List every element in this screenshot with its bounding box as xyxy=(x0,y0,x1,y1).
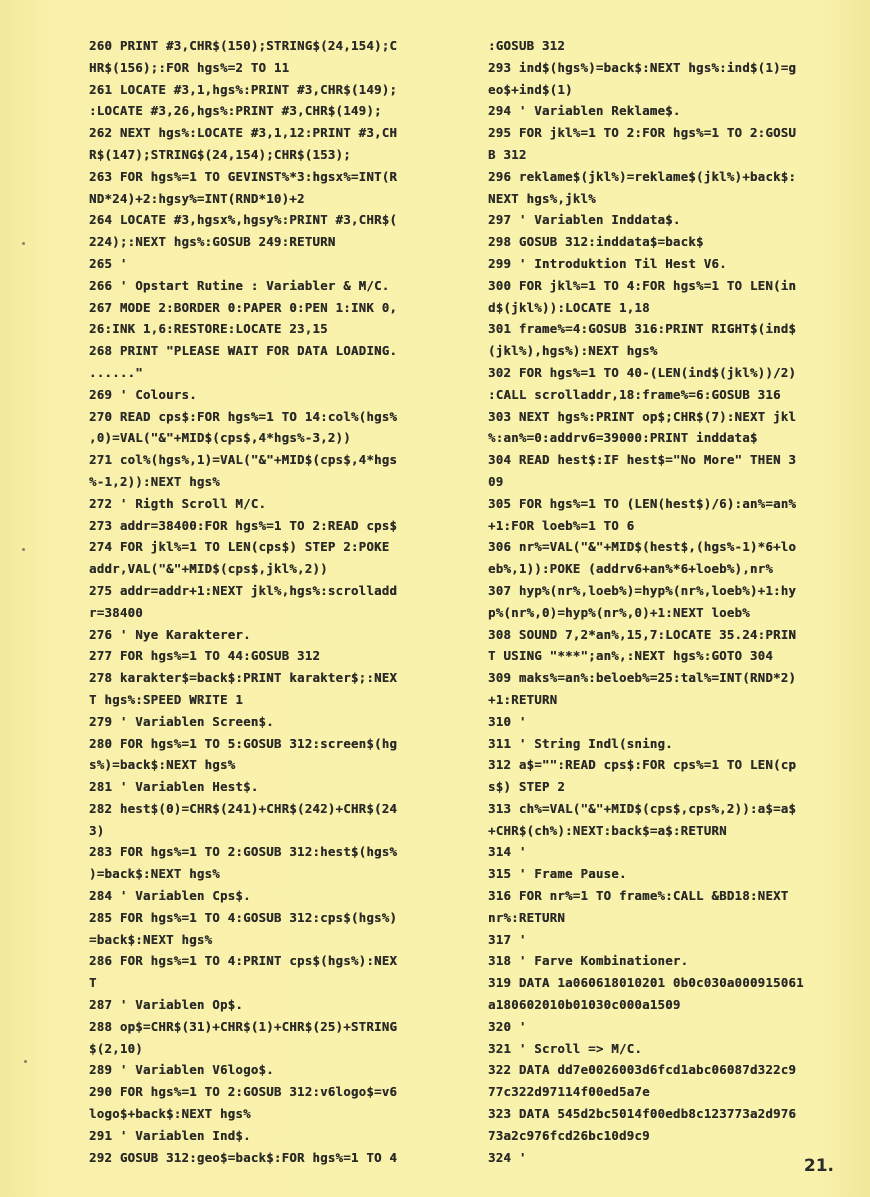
code-line: 261 LOCATE #3,1,hgs%:PRINT #3,CHR$(149); xyxy=(89,82,398,97)
code-line: 318 ' Farve Kombinationer. xyxy=(488,954,689,969)
code-line: 321 ' Scroll => M/C. xyxy=(488,1041,643,1056)
code-line: 297 ' Variablen Inddata$. xyxy=(488,213,681,228)
code-line: addr,VAL("&"+MID$(cps$,jkl%,2)) xyxy=(89,562,328,577)
code-line: 307 hyp%(nr%,loeb%)=hyp%(nr%,loeb%)+1:hy xyxy=(488,583,797,598)
code-line: 224);:NEXT hgs%:GOSUB 249:RETURN xyxy=(89,235,336,250)
code-line: 314 ' xyxy=(488,845,527,860)
code-line: 319 DATA 1a060618010201 0b0c030a000915061 xyxy=(488,976,804,991)
code-line: 289 ' Variablen V6logo$. xyxy=(89,1063,274,1078)
code-line: ......" xyxy=(89,365,143,380)
code-line: 316 FOR nr%=1 TO frame%:CALL &BD18:NEXT xyxy=(488,889,789,904)
code-line: B 312 xyxy=(488,147,527,162)
code-line: 287 ' Variablen Op$. xyxy=(89,998,244,1013)
code-line: 281 ' Variablen Hest$. xyxy=(89,780,259,795)
code-line: 288 op$=CHR$(31)+CHR$(1)+CHR$(25)+STRING xyxy=(89,1019,398,1034)
code-line: 272 ' Rigth Scroll M/C. xyxy=(89,496,267,511)
code-line: 300 FOR jkl%=1 TO 4:FOR hgs%=1 TO LEN(in xyxy=(488,278,797,293)
code-line: s%)=back$:NEXT hgs% xyxy=(89,758,236,773)
code-line: 295 FOR jkl%=1 TO 2:FOR hgs%=1 TO 2:GOSU xyxy=(488,126,797,141)
code-line: :GOSUB 312 xyxy=(488,39,566,53)
code-line: 291 ' Variablen Ind$. xyxy=(89,1128,251,1143)
code-line: 26:INK 1,6:RESTORE:LOCATE 23,15 xyxy=(89,322,328,337)
code-line: 3) xyxy=(89,823,105,838)
code-line: eo$+ind$(1) xyxy=(488,82,573,97)
code-line: 279 ' Variablen Screen$. xyxy=(89,714,274,729)
code-line: 308 SOUND 7,2*an%,15,7:LOCATE 35.24:PRIN xyxy=(488,627,797,642)
code-line: HR$(156);:FOR hgs%=2 TO 11 xyxy=(89,60,290,75)
code-line: 267 MODE 2:BORDER 0:PAPER 0:PEN 1:INK 0, xyxy=(89,300,398,315)
code-line: 273 addr=38400:FOR hgs%=1 TO 2:READ cps$ xyxy=(89,518,398,533)
code-line: 271 col%(hgs%,1)=VAL("&"+MID$(cps$,4*hgs xyxy=(89,453,398,468)
code-line: 268 PRINT "PLEASE WAIT FOR DATA LOADING. xyxy=(89,344,398,359)
code-line: 274 FOR jkl%=1 TO LEN(cps$) STEP 2:POKE xyxy=(89,540,390,555)
code-line: 293 ind$(hgs%)=back$:NEXT hgs%:ind$(1)=g xyxy=(488,60,797,75)
page-number: 21. xyxy=(803,1156,834,1176)
code-line: 263 FOR hgs%=1 TO GEVINST%*3:hgsx%=INT(R xyxy=(89,169,398,184)
code-line: T hgs%:SPEED WRITE 1 xyxy=(89,692,244,707)
code-line: 305 FOR hgs%=1 TO (LEN(hest$)/6):an%=an% xyxy=(488,496,797,511)
code-line: 296 reklame$(jkl%)=reklame$(jkl%)+back$: xyxy=(488,169,797,184)
code-line: 304 READ hest$:IF hest$="No More" THEN 3 xyxy=(488,453,797,468)
code-line: 270 READ cps$:FOR hgs%=1 TO 14:col%(hgs% xyxy=(89,409,398,424)
code-line: 313 ch%=VAL("&"+MID$(cps$,cps%,2)):a$=a$ xyxy=(488,801,797,816)
code-line: logo$+back$:NEXT hgs% xyxy=(89,1107,251,1122)
paper-speck xyxy=(22,548,25,551)
code-line: 312 a$="":READ cps$:FOR cps%=1 TO LEN(cp xyxy=(488,758,797,773)
code-line: nr%:RETURN xyxy=(488,910,566,925)
code-line: %:an%=0:addrv6=39000:PRINT inddata$ xyxy=(488,431,758,446)
code-line: +1:FOR loeb%=1 TO 6 xyxy=(488,518,635,533)
code-line: :CALL scrolladdr,18:frame%=6:GOSUB 316 xyxy=(488,387,781,402)
code-line: eb%,1)):POKE (addrv6+an%*6+loeb%),nr% xyxy=(488,562,774,577)
code-line: $(2,10) xyxy=(89,1041,143,1056)
code-line: %-1,2)):NEXT hgs% xyxy=(89,474,220,489)
code-line: 290 FOR hgs%=1 TO 2:GOSUB 312:v6logo$=v6 xyxy=(89,1085,398,1100)
code-line: =back$:NEXT hgs% xyxy=(89,932,213,947)
code-line: 299 ' Introduktion Til Hest V6. xyxy=(488,256,727,271)
code-line: 315 ' Frame Pause. xyxy=(488,867,627,882)
code-line: 294 ' Variablen Reklame$. xyxy=(488,104,681,119)
code-line: ,0)=VAL("&"+MID$(cps$,4*hgs%-3,2)) xyxy=(89,431,351,446)
paper-speck xyxy=(22,242,25,245)
code-line: 73a2c976fcd26bc10d9c9 xyxy=(488,1128,650,1143)
code-line: 285 FOR hgs%=1 TO 4:GOSUB 312:cps$(hgs%) xyxy=(89,910,398,925)
code-line: 302 FOR hgs%=1 TO 40-(LEN(ind$(jkl%))/2) xyxy=(488,365,797,380)
code-line: 324 ' xyxy=(488,1150,527,1165)
code-line: 264 LOCATE #3,hgsx%,hgsy%:PRINT #3,CHR$( xyxy=(89,213,398,228)
code-line: 277 FOR hgs%=1 TO 44:GOSUB 312 xyxy=(89,649,321,664)
code-line: 286 FOR hgs%=1 TO 4:PRINT cps$(hgs%):NEX xyxy=(89,954,398,969)
code-line: 309 maks%=an%:beloeb%=25:tal%=INT(RND*2) xyxy=(488,671,797,686)
code-line: 301 frame%=4:GOSUB 316:PRINT RIGHT$(ind$ xyxy=(488,322,797,337)
code-line: 323 DATA 545d2bc5014f00edb8c123773a2d976 xyxy=(488,1107,797,1122)
code-line: 09 xyxy=(488,474,504,489)
code-line: (jkl%),hgs%):NEXT hgs% xyxy=(488,344,658,359)
code-line: 292 GOSUB 312:geo$=back$:FOR hgs%=1 TO 4 xyxy=(89,1150,398,1165)
code-line: +CHR$(ch%):NEXT:back$=a$:RETURN xyxy=(488,823,727,838)
code-line: 262 NEXT hgs%:LOCATE #3,1,12:PRINT #3,CH xyxy=(89,126,398,141)
code-line: 276 ' Nye Karakterer. xyxy=(89,627,251,642)
code-line: 77c322d97114f00ed5a7e xyxy=(488,1085,650,1100)
code-column-left xyxy=(89,36,451,1169)
code-line: d$(jkl%)):LOCATE 1,18 xyxy=(488,300,650,315)
code-line: 320 ' xyxy=(488,1019,527,1034)
code-line: R$(147);STRING$(24,154);CHR$(153); xyxy=(89,147,351,162)
code-line: r=38400 xyxy=(89,605,143,620)
code-line: T xyxy=(89,976,97,991)
code-line: 280 FOR hgs%=1 TO 5:GOSUB 312:screen$(hg xyxy=(89,736,398,751)
code-line: 265 ' xyxy=(89,256,128,271)
code-line: 278 karakter$=back$:PRINT karakter$;:NEX xyxy=(89,671,398,686)
code-line: NEXT hgs%,jkl% xyxy=(488,191,596,206)
code-line: 284 ' Variablen Cps$. xyxy=(89,889,251,904)
code-line: 298 GOSUB 312:inddata$=back$ xyxy=(488,235,704,250)
code-line: :LOCATE #3,26,hgs%:PRINT #3,CHR$(149); xyxy=(89,104,382,119)
code-line: 275 addr=addr+1:NEXT jkl%,hgs%:scrolladd xyxy=(89,583,398,598)
code-line: 303 NEXT hgs%:PRINT op$;CHR$(7):NEXT jkl xyxy=(488,409,797,424)
code-column-right xyxy=(488,36,850,1169)
code-line: 266 ' Opstart Rutine : Variabler & M/C. xyxy=(89,278,390,293)
code-line: T USING "***";an%,:NEXT hgs%:GOTO 304 xyxy=(488,649,774,664)
code-line: 282 hest$(0)=CHR$(241)+CHR$(242)+CHR$(24 xyxy=(89,801,398,816)
code-line: p%(nr%,0)=hyp%(nr%,0)+1:NEXT loeb% xyxy=(488,605,750,620)
code-line: 283 FOR hgs%=1 TO 2:GOSUB 312:hest$(hgs% xyxy=(89,845,398,860)
code-line: 310 ' xyxy=(488,714,527,729)
code-line: 322 DATA dd7e0026003d6fcd1abc06087d322c9 xyxy=(488,1063,797,1078)
code-line: +1:RETURN xyxy=(488,692,558,707)
code-line: 269 ' Colours. xyxy=(89,387,197,402)
code-line: ND*24)+2:hgsy%=INT(RND*10)+2 xyxy=(89,191,305,206)
code-line: 306 nr%=VAL("&"+MID$(hest$,(hgs%-1)*6+lo xyxy=(488,540,797,555)
code-line: 260 PRINT #3,CHR$(150);STRING$(24,154);C xyxy=(89,39,398,53)
code-line: a180602010b01030c000a1509 xyxy=(488,998,681,1013)
code-line: )=back$:NEXT hgs% xyxy=(89,867,220,882)
code-line: 317 ' xyxy=(488,932,527,947)
paper-speck xyxy=(24,1060,27,1063)
code-line: 311 ' String Indl(sning. xyxy=(488,736,673,751)
code-line: s$) STEP 2 xyxy=(488,780,566,795)
